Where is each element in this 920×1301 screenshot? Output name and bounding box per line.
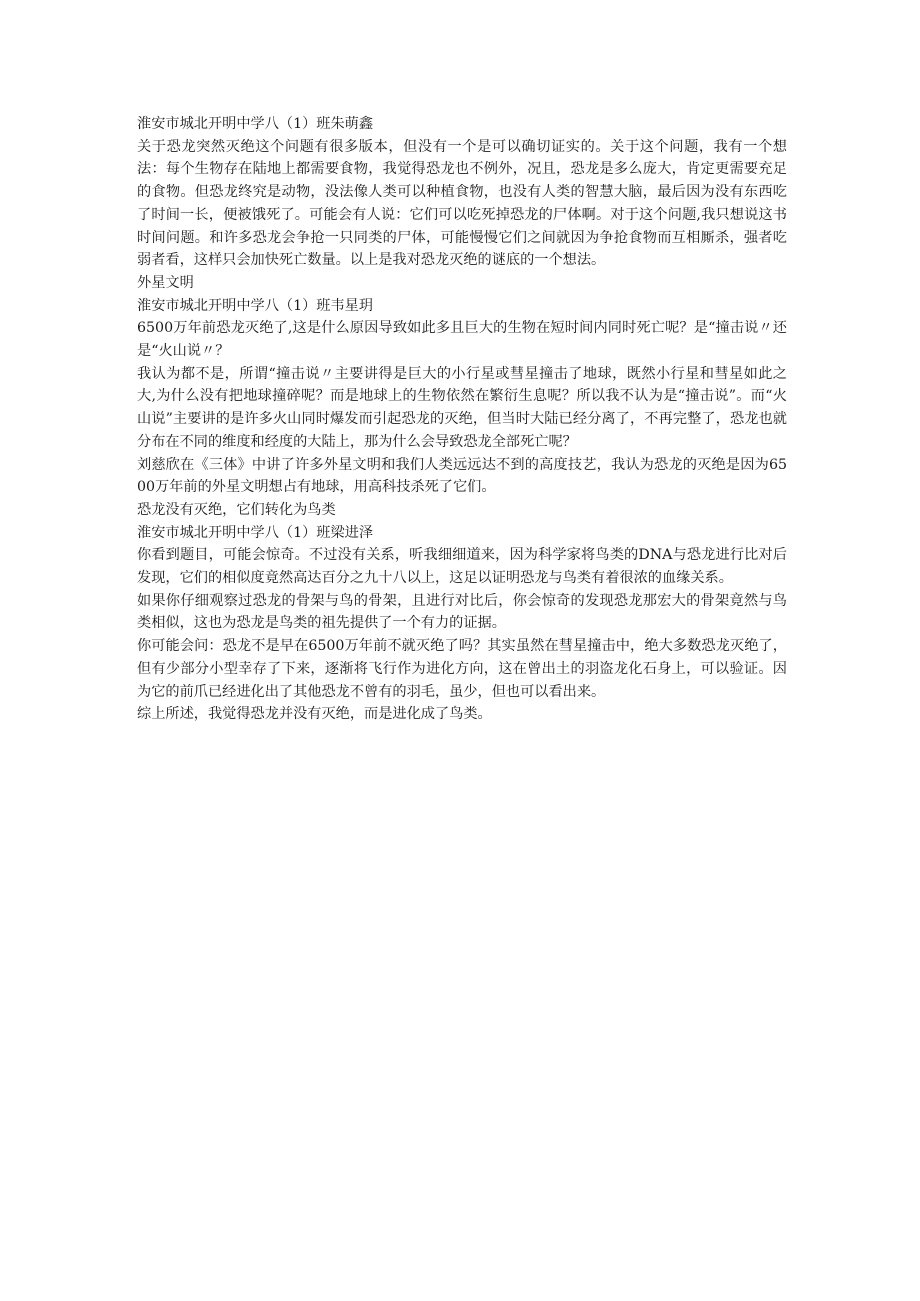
paragraph-liang-conclusion: 综上所述，我觉得恐龙并没有灭绝，而是进化成了鸟类。 bbox=[137, 706, 492, 723]
paragraph-liang-3: 你可能会问：恐龙不是早在6500万年前不就灭绝了吗？其实虽然在彗星撞击中，绝大多数恐龙灭绝了，但有少部分小型幸存了下来，逐渐将飞行作为进化方向，这在曾出土的羽盗龙化石身上，可以验证。因为它的前爪已经进化出了其他恐龙不曾有的羽毛，虽少，但也可以看出来。 bbox=[137, 638, 787, 700]
paragraph-wei-1: 6500万年前恐龙灭绝了,这是什么原因导致如此多且巨大的生物在短时间内同时死亡呢？是“撞击说〃还是“火山说〃？ bbox=[137, 320, 787, 360]
paragraph-wei-3: 刘慈欣在《三体》中讲了许多外星文明和我们人类远远达不到的高度技艺，我认为恐龙的灭绝是因为6500万年前的外星文明想占有地球，用高科技杀死了它们。 bbox=[137, 456, 787, 496]
author-line-liang: 淮安市城北开明中学八（1）班梁进泽 bbox=[137, 524, 374, 541]
author-line-zhu: 淮安市城北开明中学八（1）班朱萌鑫 bbox=[137, 116, 374, 132]
section-title-dinosaurs-to-birds: 恐龙没有灭绝，它们转化为鸟类 bbox=[137, 501, 336, 518]
section-title-alien-civilization: 外星文明 bbox=[137, 274, 194, 291]
paragraph-liang-2: 如果你仔细观察过恐龙的骨架与鸟的骨架，且进行对比后，你会惊奇的发现恐龙那宏大的骨架竟然与鸟类相似，这也为恐龙是鸟类的祖先提供了一个有力的证据。 bbox=[137, 592, 787, 632]
paragraph-zhu: 关于恐龙突然灭绝这个问题有很多版本，但没有一个是可以确切证实的。关于这个问题，我有一个想法：每个生物存在陆地上都需要食物，我觉得恐龙也不例外，况且，恐龙是多么庞大，肯定更需要充足的食物。但恐龙终究是动物，没法像人类可以种植食物，也没有人类的智慧大脑，最后因为没有东西吃了时间一长，便被饿死了。可能会有人说：它们可以吃死掉恐龙的尸体啊。对于这个问题,我只想说这书时间问题。和许多恐龙会争抢一只同类的尸体，可能慢慢它们之间就因为争抢食物而互相厮杀，强者吃弱者看，这样只会加快死亡数量。以上是我对恐龙灭绝的谜底的一个想法。 bbox=[137, 138, 787, 269]
author-line-wei: 淮安市城北开明中学八（1）班韦星玥 bbox=[137, 297, 374, 314]
document-body bbox=[137, 113, 787, 726]
paragraph-wei-2: 我认为都不是，所谓“撞击说〃主要讲得是巨大的小行星或彗星撞击了地球，既然小行星和彗星如此之大,为什么没有把地球撞碎呢？而是地球上的生物依然在繁衍生息呢？所以我不认为是“撞击说”。而“火山说”主要讲的是许多火山同时爆发而引起恐龙的灭绝，但当时大陆已经分离了，不再完整了，恐龙也就分布在不同的维度和经度的大陆上，那为什么会导致恐龙全部死亡呢？ bbox=[137, 365, 787, 450]
paragraph-liang-1: 你看到题目，可能会惊奇。不过没有关系，听我细细道来，因为科学家将鸟类的DNA与恐龙进行比对后发现，它们的相似度竟然高达百分之九十八以上，这足以证明恐龙与鸟类有着很浓的血缘关系。 bbox=[137, 547, 787, 587]
